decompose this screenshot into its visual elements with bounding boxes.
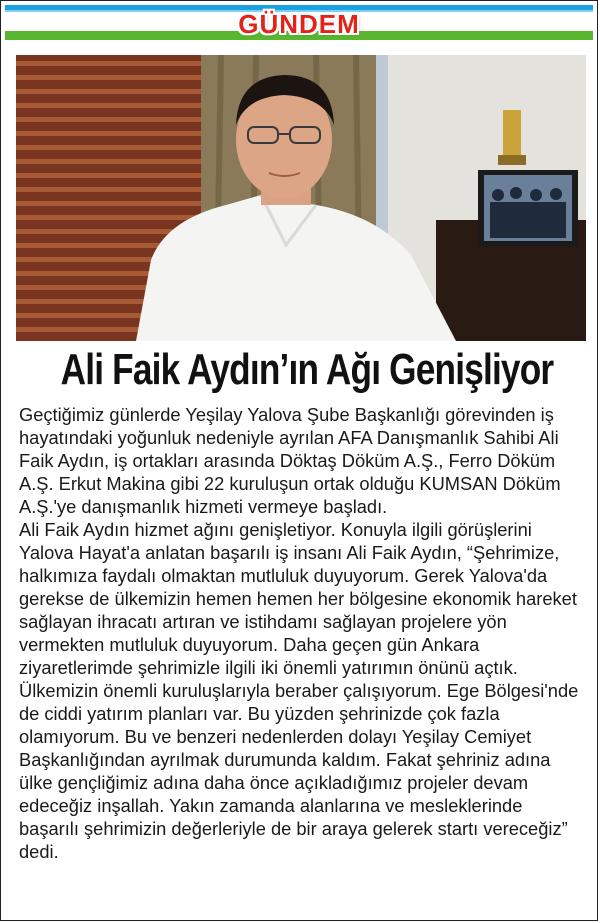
article-paragraph-1: Geçtiğimiz günlerde Yeşilay Yalova Şube Başkanlığı görevinden iş hayatındaki yoğunluk nedeniyle ayrılan AFA Danışmanlık Sahibi Ali Faik Aydın, iş ortakları arasında Döktaş Döküm A.Ş., Ferro Döküm A.Ş. Erkut Makina gibi 22 kuruluşun ortak olduğu KUMSAN Döküm A.Ş.'ye danışmanlık hizmeti vermeye başladı. — [19, 404, 561, 517]
article-headline: Ali Faik Aydın’ın Ağı Genişliyor — [60, 345, 554, 394]
section-header — [1, 1, 597, 45]
section-label: GÜNDEM — [238, 9, 360, 39]
portrait-photo — [16, 55, 586, 341]
article-body — [19, 403, 583, 863]
article-paragraph-2: Ali Faik Aydın hizmet ağını genişletiyor. Konuyla ilgili görüşlerini Yalova Hayat'a anlatan başarılı iş insanı Ali Faik Aydın, “Şehrimize, halkımıza faydalı olmaktan mutluluk duyuyorum. Gerek Yalova'da gerekse de ülkemizin hemen hemen her bölgesine ekonomik hareket sağlayan ihracatı artıran ve istihdamı sağlayan projelere yön vermekten mutluluk duyuyorum. Daha geçen gün Ankara ziyaretlerimde şehrimizle ilgili iki önemli yatırımın önünü açtık. Ülkemizin önemli kuruluşlarıyla beraber çalışıyorum. Ege Bölgesi'nde de ciddi yatırım planları var. Bu yüzden şehrinizde çok fazla olamıyorum. Bu ve benzeri nedenlerden dolayı Yeşilay Cemiyet Başkanlığından ayrılmak durumunda kaldım. Fakat şehriniz adına ülke gençliğimiz adına daha önce açıkladığımız projeler devam edeceğiz inşallah. Yakın zamanda alanlarına ve mesleklerinde başarılı şehrimizin değerleriyle de bir araya gelerek startı vereceğiz” dedi. — [19, 519, 579, 862]
